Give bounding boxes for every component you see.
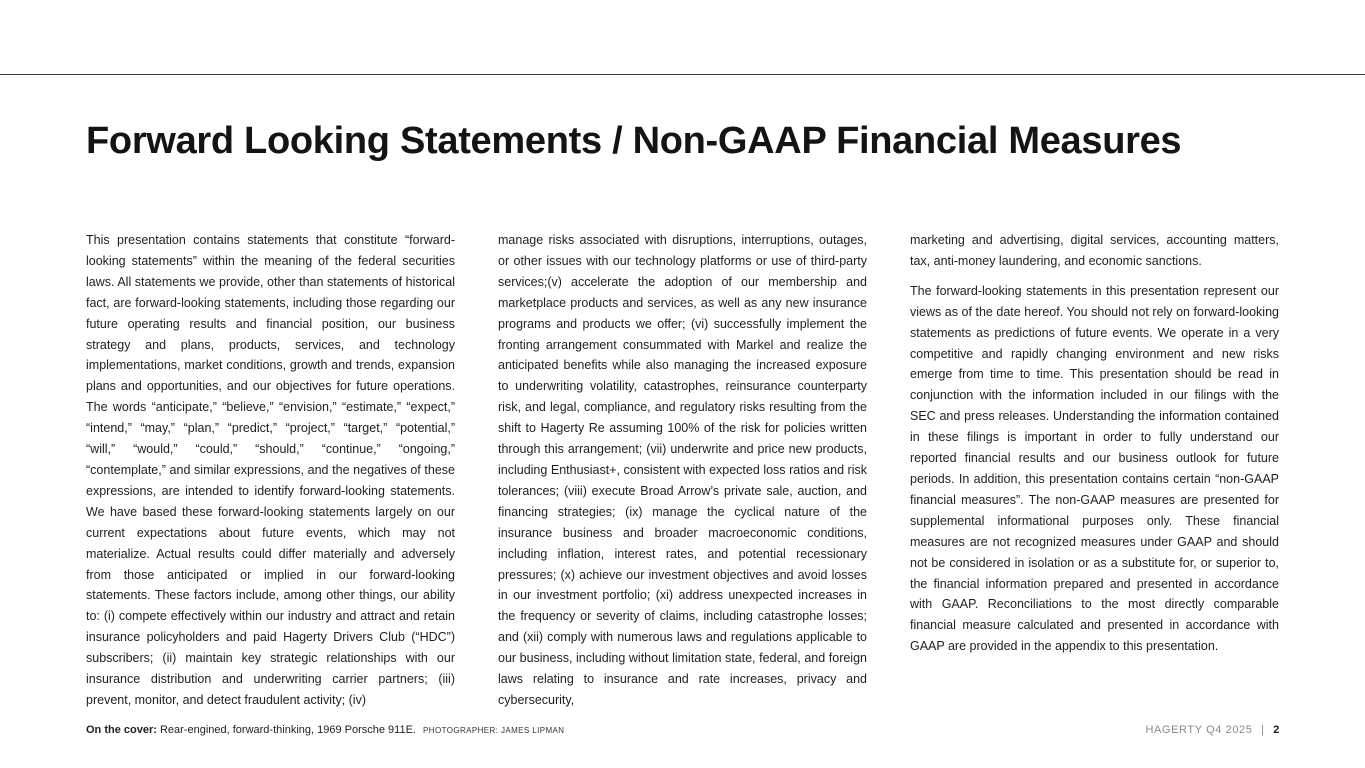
- report-period: Q4 2025: [1206, 724, 1253, 736]
- photo-credit: PHOTOGRAPHER: JAMES LIPMAN: [423, 726, 565, 735]
- column-3-paragraph-1: marketing and advertising, digital services, accounting matters, tax, anti-money laundering, and economic sanctions.: [910, 233, 1279, 268]
- page-title: Forward Looking Statements / Non-GAAP Financial Measures: [86, 120, 1182, 162]
- page-footer: [1145, 724, 1280, 736]
- text-column-3: [910, 230, 1279, 720]
- header-divider: [0, 74, 1365, 75]
- column-2-paragraph: manage risks associated with disruptions, interruptions, outages, or other issues with our technology platforms or use of third-party services;(v) accelerate the adoption of our membership and marketplace products and services, as well as any new insurance programs and products we offer; (vi) successfully implement the fronting arrangement consummated with Markel and realize the anticipated benefits while also managing the increased exposure to underwriting volatility, catastrophes, reinsurance counterparty risk, and legal, compliance, and regulatory risks resulting from the shift to Hagerty Re assuming 100% of the risk for policies written through this arrangement; (vii) underwrite and price new products, including Enthusiast+, consistent with expected loss ratios and risk tolerances; (viii) execute Broad Arrow’s private sale, auction, and financing strategies; (ix) manage the cyclical nature of the insurance business and broader macroeconomic conditions, including inflation, interest rates, and potential recessionary pressures; (x) achieve our investment objectives and avoid losses in our investment portfolio; (xi) address unexpected increases in the frequency or severity of claims, including catastrophe losses; and (xii) comply with numerous laws and regulations applicable to our business, including without limitation state, federal, and foreign laws relating to insurance and rate increases, privacy and cybersecurity,: [498, 233, 867, 707]
- cover-label: On the cover:: [86, 724, 157, 736]
- cover-text: Rear-engined, forward-thinking, 1969 Porsche 911E.: [159, 724, 416, 736]
- brand-name: HAGERTY: [1145, 724, 1203, 736]
- page-number: 2: [1273, 724, 1280, 736]
- text-column-1: [86, 230, 455, 720]
- footer-separator: |: [1261, 724, 1265, 736]
- text-column-2: [498, 230, 867, 720]
- disclaimer-columns: [86, 230, 1280, 720]
- column-3-paragraph-2: The forward-looking statements in this presentation represent our views as of the date hereof. You should not rely on forward-looking statements as predictions of future events. We operate in a very competitive and rapidly changing environment and new risks emerge from time to time. This presentation should be read in conjunction with the information included in our filings with the SEC and press releases. Understanding the information contained in these filings is important in order to fully understand our reported financial results and our business outlook for future periods. In addition, this presentation contains certain “non-GAAP financial measures”. The non-GAAP measures are presented for supplemental informational purposes only. These financial measures are not recognized measures under GAAP and should not be considered in isolation or as a substitute for, or superior to, the financial information prepared and presented in accordance with GAAP. Reconciliations to the most directly comparable financial measure calculated and presented in accordance with GAAP are provided in the appendix to this presentation.: [910, 283, 1279, 654]
- column-1-paragraph: This presentation contains statements that constitute “forward-looking statements” within the meaning of the federal securities laws. All statements we provide, other than statements of historical fact, are forward-looking statements, including those regarding our future operating results and financial position, our business strategy and plans, products, services, and technology implementations, market conditions, growth and trends, expansion plans and opportunities, and our objectives for future operations. The words “anticipate,” “believe,” “envision,” “estimate,” “expect,” “intend,” “may,” “plan,” “predict,” “project,” “target,” “potential,” “will,” “would,” “could,” “should,” “continue,” “ongoing,” “contemplate,” and similar expressions, and the negatives of these expressions, are intended to identify forward-looking statements. We have based these forward-looking statements largely on our current expectations about future events, which may not materialize. Actual results could differ materially and adversely from those anticipated or implied in our forward-looking statements. These factors include, among other things, our ability to: (i) compete effectively within our industry and attract and retain insurance policyholders and paid Hagerty Drivers Club (“HDC”) subscribers; (ii) maintain key strategic relationships with our insurance distribution and underwriting carrier partners; (iii) prevent, monitor, and detect fraudulent activity; (iv): [86, 233, 455, 707]
- cover-caption: [86, 724, 564, 736]
